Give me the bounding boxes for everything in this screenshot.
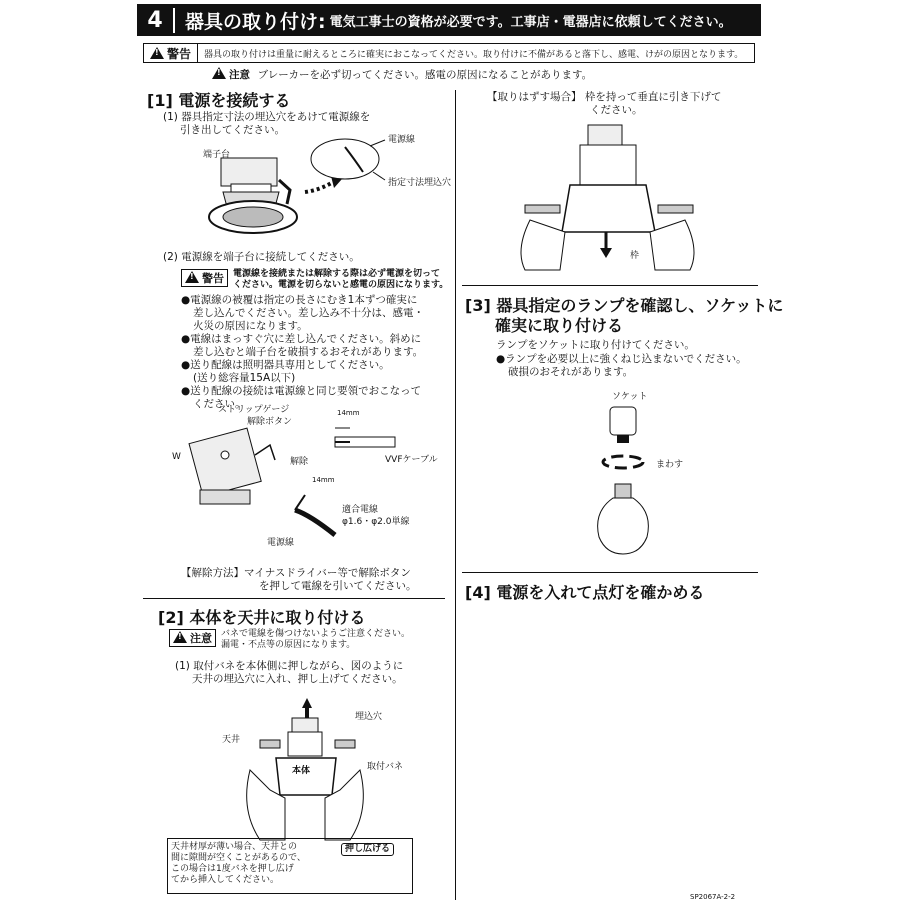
s1-warning	[181, 269, 448, 291]
s2-title: [2] 本体を天井に取り付ける	[158, 608, 366, 627]
label-wire: 電源線	[388, 135, 416, 145]
section-title: 器具の取り付け:	[185, 10, 326, 33]
section-subtitle: 電気工事士の資格が必要です。工事店・電器店に依頼してください。	[329, 14, 732, 30]
label-w: W	[172, 452, 181, 462]
label-release-btn: 解除ボタン	[247, 417, 293, 427]
bullet-1: ●電源線の被覆は指定の長さにむき1本ずつ確実に 差し込んでください。差し込み不十分は、感電・ 火災の原因になります。	[181, 294, 424, 332]
label-gauge: ストリップゲージ	[218, 405, 290, 415]
release-arrow	[255, 445, 275, 460]
ceiling-left-3	[525, 205, 560, 213]
label-socket: ソケット	[612, 392, 648, 402]
collar-shape-3	[580, 145, 636, 185]
label-spring: 取付バネ	[367, 762, 404, 772]
label-wire-2: 電源線	[267, 538, 295, 548]
footer-code: SP2067A-2-2	[690, 893, 736, 901]
lamp-bulb	[598, 498, 649, 554]
wire-core-2	[295, 495, 305, 510]
bullet-3: ●送り配線は照明器具専用としてください。 (送り総容量15A以下)	[181, 359, 390, 384]
label-release: 解除	[290, 457, 309, 467]
caution-icon-2	[173, 631, 187, 643]
label-terminal: 端子台	[203, 150, 231, 160]
spread-label: 押し広げる	[341, 843, 394, 856]
bullet-4: ●送り配線の接続は電源線と同じ要領でおこなって ください。	[181, 385, 422, 410]
s1-step1: (1) 器具指定寸法の埋込穴をあけて電源線を 引き出してください。	[163, 111, 371, 136]
s1-warning-text: 電源線を接続または解除する際は必ず電源を切って ください。電源を切らないと感電の原因になります。	[233, 269, 449, 290]
caution-line: !注意 ブレーカーを必ず切ってください。感電の原因になることがあります。	[212, 67, 592, 82]
warning-icon-2	[185, 271, 199, 283]
fig-terminal	[175, 415, 445, 550]
label-frame: 枠	[630, 251, 640, 261]
ceiling-left	[260, 740, 280, 748]
wire-shape-2	[295, 510, 335, 535]
fig-fixture-hole	[195, 132, 460, 247]
leader-hole	[373, 172, 385, 180]
s3-text: ランプをソケットに取り付けてください。	[496, 339, 695, 351]
caution-icon	[212, 67, 226, 79]
s1-title: [1] 電源を接続する	[147, 91, 291, 110]
fixture-inner-shape	[223, 207, 283, 227]
fig-remove	[510, 120, 710, 280]
s4-title: [4] 電源を入れて点灯を確かめる	[465, 583, 705, 602]
s1-bullets	[181, 294, 451, 411]
section-number: 4	[137, 8, 175, 33]
fixture-collar-shape	[231, 184, 271, 192]
s2-caution-text: バネで電線を傷つけないようご注意ください。 漏電・不点等の原因になります。	[221, 629, 411, 650]
terminal-block-shape	[221, 158, 277, 186]
s2-step1: (1) 取付バネを本体側に押しながら、図のように 天井の埋込穴に入れ、押し上げてください。	[175, 660, 404, 685]
label-mm1: 14mm	[337, 409, 360, 417]
ceiling-right-3	[658, 205, 693, 213]
remove-text-2: ください。	[590, 104, 643, 116]
divider-s3	[462, 285, 758, 286]
right-hand-3	[650, 220, 694, 270]
label-hole-2: 埋込穴	[355, 712, 383, 722]
leader-wire	[370, 140, 385, 146]
warning-tag: ! 警告	[144, 44, 198, 62]
rotate-arrow	[603, 456, 643, 468]
terminal-base-shape	[200, 490, 250, 504]
bullet-2: ●電線はまっすぐ穴に差し込んでください。斜めに 差し込むと端子台を破損するおそれがあります。	[181, 333, 424, 358]
label-mm2: 14mm	[312, 476, 335, 484]
fig-lamp	[595, 402, 695, 562]
section-header	[137, 4, 761, 36]
label-fit: 適合電線	[342, 505, 379, 515]
terminal-top-shape	[292, 718, 318, 732]
release-button-shape	[221, 451, 229, 459]
ceiling-right	[335, 740, 355, 748]
remove-block	[487, 91, 721, 117]
s2-caution-tag: !注意	[169, 629, 216, 647]
collar-shape	[288, 732, 322, 756]
s3-title: [3] 器具指定のランプを確認し、ソケットに 確実に取り付ける	[465, 296, 784, 335]
left-hand-3	[521, 220, 565, 270]
socket-contact	[617, 435, 629, 443]
terminal-box-shape	[189, 428, 261, 497]
down-arrow	[600, 248, 612, 258]
label-turn: まわす	[656, 460, 684, 470]
socket-shape	[610, 407, 636, 435]
spring-shape	[279, 180, 290, 204]
label-fit-size: φ1.6・φ2.0単線	[342, 517, 410, 527]
lamp-base	[615, 484, 631, 498]
s3-bullet: ●ランプを必要以上に強くねじ込まないでください。 破損のおそれがあります。	[496, 353, 747, 378]
label-vvf: VVFケーブル	[385, 455, 438, 465]
divider-s2	[143, 598, 445, 599]
body-shape-3	[562, 185, 655, 232]
label-ceiling: 天井	[222, 735, 241, 745]
s2-caution	[169, 629, 410, 651]
warning-text: 器具の取り付けは重量に耐えるところに確実におこなってください。取り付けに不備があると落下し、感電、けがの原因となります。	[204, 49, 744, 60]
label-body: 本体	[292, 766, 311, 776]
remove-text-1: 枠を持って垂直に引き下げて	[584, 91, 722, 103]
release-method: 【解除方法】マイナスドライバー等で解除ボタン を押して電線を引いてください。	[181, 567, 417, 592]
warning-icon	[150, 47, 164, 59]
warning-box	[143, 43, 755, 63]
ceiling-hole-shape	[311, 139, 379, 179]
s2-note-box: 天井材厚が薄い場合、天井との 間に隙間が空くことがあるので、 この場合は1度バネを押し広げ てから挿入してください。	[167, 838, 413, 894]
divider-s4	[462, 572, 758, 573]
s1-step2: (2) 電源線を端子台に接続してください。	[163, 251, 360, 263]
terminal-shape-3	[588, 125, 622, 145]
label-hole: 指定寸法埋込穴	[388, 178, 452, 188]
dashed-arrow	[305, 182, 333, 192]
up-arrow	[302, 698, 312, 708]
remove-title: 【取りはずす場合】	[487, 91, 582, 103]
s1-warning-tag: !警告	[181, 269, 228, 287]
